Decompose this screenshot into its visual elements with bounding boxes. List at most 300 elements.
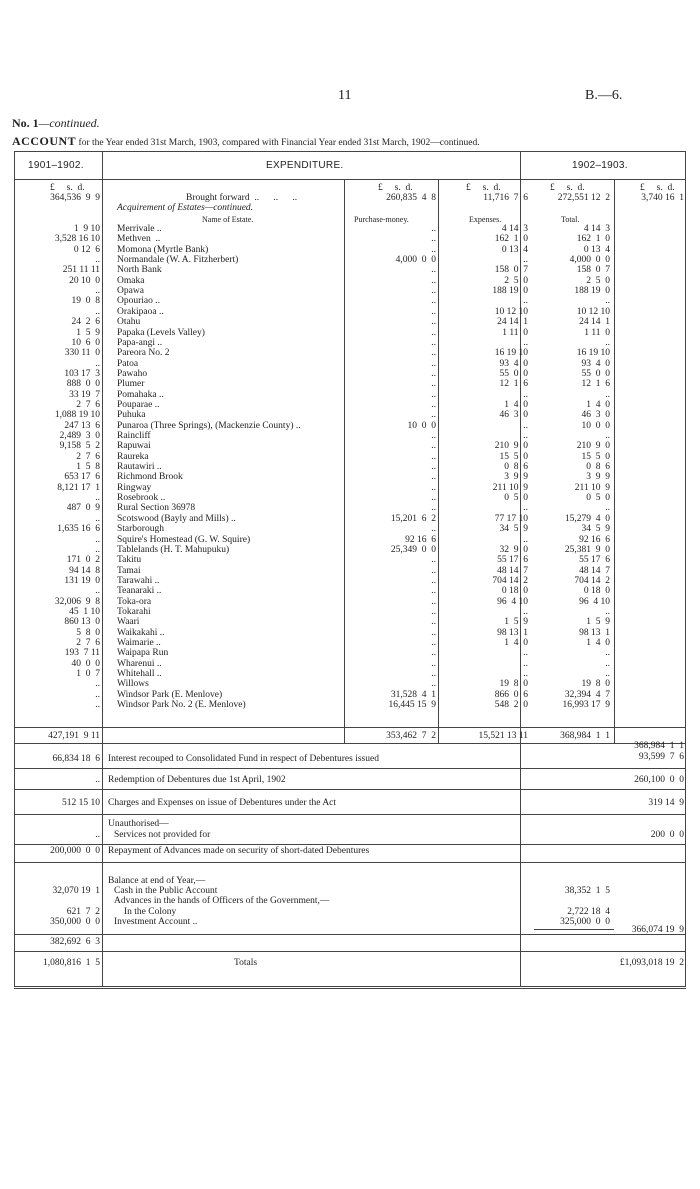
estate-expenses: ..: [523, 420, 528, 431]
estate-purchase-money: ..: [431, 482, 436, 493]
balance-sum-rule: [534, 929, 614, 930]
estate-prev: ..: [95, 586, 100, 597]
charges-last: 319 14 9: [648, 798, 684, 808]
estate-expenses: ..: [523, 389, 528, 400]
invest-tot: 325,000 0 0: [560, 917, 610, 927]
estate-name: Toka-ora: [117, 596, 152, 607]
estate-row: [14, 296, 686, 307]
currency-head-tot: £ s. d.: [550, 183, 585, 193]
estate-name: Whitehall ..: [117, 669, 162, 680]
estate-row: [14, 566, 686, 577]
repayment-prev: 200,000 0 0: [50, 846, 100, 856]
estate-purchase-money: ..: [431, 399, 436, 410]
estate-prev: 5 8 0: [76, 627, 100, 638]
estate-row: [14, 700, 686, 711]
advances-label: Advances in the hands of Officers of the Government,—: [114, 896, 330, 906]
estate-expenses: 1 4 0: [504, 399, 528, 410]
estate-prev: 10 6 0: [71, 337, 100, 348]
estate-row: [14, 400, 686, 411]
estate-total: ..: [605, 669, 610, 680]
estate-row: [14, 234, 686, 245]
balance-last: 366,074 19 9: [631, 925, 684, 935]
invest-label: Investment Account ..: [114, 917, 198, 927]
estate-name: Starborough: [117, 524, 164, 535]
estate-expenses: 158 0 7: [494, 265, 528, 276]
estate-prev: ..: [95, 358, 100, 369]
estate-prev: 1 0 7: [76, 669, 100, 680]
estate-prev: 19 0 8: [71, 296, 100, 307]
estate-name: Willows: [117, 679, 149, 690]
estate-purchase-money: 25,349 0 0: [390, 544, 436, 555]
estate-purchase-money: ..: [431, 617, 436, 628]
estate-total: 0 5 0: [586, 493, 610, 504]
header-rule: [14, 179, 686, 180]
totals-prev: 1,080,816 1 5: [43, 958, 100, 968]
estate-prev: 247 13 6: [64, 420, 100, 431]
estate-purchase-money: ..: [431, 348, 436, 359]
estate-name: Waari: [117, 617, 140, 628]
estate-purchase-money: ..: [431, 679, 436, 690]
estate-total: 16 19 10: [576, 348, 610, 359]
estate-prev: 33 19 7: [69, 389, 100, 400]
interest-last: 93,599 7 6: [638, 752, 684, 762]
estate-total: 24 14 1: [579, 317, 610, 328]
currency-head-pm: £ s. d.: [378, 183, 413, 193]
subtotal-last: 368,984 1 1: [634, 741, 684, 751]
estate-purchase-money: ..: [431, 606, 436, 617]
estate-purchase-money: 10 0 0: [407, 420, 436, 431]
estate-name: Patoa: [117, 358, 139, 369]
estate-prev: 330 11 0: [64, 348, 100, 359]
estate-name: Opawa: [117, 286, 144, 297]
estate-row: [14, 441, 686, 452]
subhead-ex: Expenses.: [469, 215, 502, 224]
estate-total: ..: [605, 389, 610, 400]
estate-total: 19 8 0: [581, 679, 610, 690]
estate-expenses: 96 4 10: [497, 596, 528, 607]
estate-row: [14, 224, 686, 235]
estate-row: [14, 472, 686, 483]
estate-row: [14, 617, 686, 628]
estate-purchase-money: ..: [431, 575, 436, 586]
subhead-pm: Purchase-money.: [354, 215, 409, 224]
estate-row: [14, 462, 686, 473]
estate-row: [14, 576, 686, 587]
charges-label: Charges and Expenses on issue of Debentures under the Act: [108, 798, 337, 808]
estate-expenses: ..: [523, 431, 528, 441]
estate-total: ..: [605, 606, 610, 617]
estate-name: Omaka: [117, 275, 145, 286]
estate-name: Teanaraki ..: [117, 586, 162, 597]
estate-expenses: 4 14 3: [501, 224, 528, 234]
estate-total: 15,279 4 0: [564, 513, 610, 524]
estate-purchase-money: ..: [431, 627, 436, 638]
account-title-bold: ACCOUNT: [12, 134, 77, 148]
estate-total: 162 1 0: [576, 234, 610, 245]
estate-prev: ..: [95, 493, 100, 504]
estate-prev: 193 7 11: [64, 648, 100, 659]
subhead-tot: Total.: [561, 215, 580, 224]
balance-rule: [14, 934, 686, 935]
estate-purchase-money: ..: [431, 224, 436, 234]
estate-name: Tablelands (H. T. Mahupuku): [117, 544, 230, 555]
estate-row: [14, 276, 686, 287]
estate-purchase-money: ..: [431, 451, 436, 462]
unauthorised-last: 200 0 0: [650, 830, 684, 840]
currency-head-last: £ s. d.: [640, 183, 675, 193]
estate-expenses: 34 5 9: [499, 524, 528, 535]
estate-expenses: 0 8 6: [504, 462, 528, 473]
bf-prev: 364,536 9 9: [50, 193, 100, 203]
estate-prev: ..: [95, 700, 100, 711]
estate-purchase-money: ..: [431, 658, 436, 669]
estate-prev: ..: [95, 679, 100, 690]
estate-prev: 1 5 8: [76, 462, 100, 473]
estate-name: North Bank: [117, 265, 162, 276]
estate-name: Waimarie ..: [117, 638, 161, 648]
estate-purchase-money: ..: [431, 368, 436, 379]
estate-row: [14, 255, 686, 266]
estate-row: [14, 659, 686, 670]
top-rule: [14, 151, 686, 152]
estate-row: [14, 648, 686, 659]
estate-name: Plumer: [117, 379, 145, 390]
estate-total: ..: [605, 503, 610, 514]
estate-expenses: ..: [523, 658, 528, 669]
estate-row: [14, 317, 686, 328]
estate-name: Raincliff: [117, 431, 151, 441]
estate-name: Pareora No. 2: [117, 348, 170, 359]
estate-purchase-money: ..: [431, 327, 436, 338]
estate-expenses: ..: [523, 534, 528, 545]
estate-purchase-money: ..: [431, 669, 436, 680]
estate-expenses: ..: [523, 296, 528, 307]
estate-expenses: 77 17 10: [494, 513, 528, 524]
estate-purchase-money: ..: [431, 586, 436, 597]
subtotal-prev: 427,191 9 11: [48, 731, 100, 741]
estate-purchase-money: ..: [431, 296, 436, 307]
estate-total: 25,381 9 0: [564, 544, 610, 555]
estate-name: Windsor Park (E. Menlove): [117, 689, 223, 700]
invest-prev: 350,000 0 0: [50, 917, 100, 927]
estate-expenses: 12 1 6: [499, 379, 528, 390]
estate-total: 0 8 6: [586, 462, 610, 473]
estate-name: Windsor Park No. 2 (E. Menlove): [117, 700, 246, 711]
totals-label: Totals: [234, 958, 258, 968]
estate-row: [14, 545, 686, 556]
estate-prev: ..: [95, 534, 100, 545]
estate-total: 55 17 6: [579, 555, 610, 566]
estate-purchase-money: ..: [431, 524, 436, 535]
estate-expenses: 46 3 0: [499, 410, 528, 421]
estate-name: Puhuka: [117, 410, 146, 421]
estate-name: Normandale (W. A. Fitzherbert): [117, 255, 239, 266]
charges-rule: [14, 814, 686, 815]
estate-total: ..: [605, 337, 610, 348]
estate-expenses: ..: [523, 669, 528, 680]
expenditure-table: [14, 151, 686, 987]
estate-total: 16,993 17 9: [562, 700, 610, 711]
estate-total: 1 4 0: [586, 638, 610, 648]
charges-prev: 512 15 10: [62, 798, 100, 808]
estate-expenses: 55 0 0: [499, 368, 528, 379]
estate-total: 188 19 0: [574, 286, 610, 297]
estate-expenses: 16 19 10: [494, 348, 528, 359]
estate-total: 48 14 7: [579, 565, 610, 576]
estate-expenses: 55 17 6: [497, 555, 528, 566]
estate-name: Tamai: [117, 565, 141, 576]
estate-expenses: ..: [523, 648, 528, 659]
cash-prev: 32,070 19 1: [52, 886, 100, 896]
estate-name: Rapuwai: [117, 441, 151, 452]
estate-expenses: 704 14 2: [492, 575, 528, 586]
estate-purchase-money: ..: [431, 265, 436, 276]
estate-purchase-money: ..: [431, 565, 436, 576]
estate-row: [14, 586, 686, 597]
estate-total: 1 11 0: [584, 327, 610, 338]
estate-expenses: 19 8 0: [499, 679, 528, 690]
estate-row: [14, 452, 686, 463]
estate-purchase-money: ..: [431, 472, 436, 483]
estate-prev: 45 1 10: [69, 606, 100, 617]
estate-name: Rural Section 36978: [117, 503, 196, 514]
estate-purchase-money: 31,528 4 1: [390, 689, 436, 700]
estate-prev: ..: [95, 255, 100, 266]
estate-prev: 103 17 3: [64, 368, 100, 379]
estate-purchase-money: ..: [431, 596, 436, 607]
estate-expenses: 15 5 0: [499, 451, 528, 462]
estate-purchase-money: 16,445 15 9: [388, 700, 436, 711]
estate-purchase-money: ..: [431, 234, 436, 245]
estate-expenses: 48 14 7: [497, 565, 528, 576]
estate-purchase-money: ..: [431, 648, 436, 659]
estate-name: Pomahaka ..: [117, 389, 164, 400]
cash-tot: 38,352 1 5: [564, 886, 610, 896]
estate-purchase-money: ..: [431, 337, 436, 348]
estate-purchase-money: ..: [431, 410, 436, 421]
estate-name: Tokarahi: [117, 606, 151, 617]
col-head-1901: 1901–1902.: [28, 160, 84, 171]
estate-total: ..: [605, 296, 610, 307]
estate-total: 32,394 4 7: [564, 689, 610, 700]
table-number-suffix: —continued.: [38, 116, 100, 130]
estate-prev: 1 5 9: [76, 327, 100, 338]
repayment-label: Repayment of Advances made on security of short-dated Debentures: [108, 846, 370, 856]
estate-purchase-money: ..: [431, 389, 436, 400]
estate-expenses: 2 5 0: [504, 275, 528, 286]
estate-expenses: 98 13 1: [497, 627, 528, 638]
estate-prev: 40 0 0: [71, 658, 100, 669]
repayment-rule: [14, 862, 686, 863]
estate-prev: 2 7 6: [76, 638, 100, 648]
estate-prev: 20 10 0: [69, 275, 100, 286]
estate-total: ..: [605, 658, 610, 669]
balance-label: Balance at end of Year,—: [108, 876, 206, 886]
estate-expenses: 24 14 1: [497, 317, 528, 328]
estate-total: 93 4 0: [581, 358, 610, 369]
estate-purchase-money: ..: [431, 462, 436, 473]
estate-purchase-money: ..: [431, 638, 436, 648]
estate-purchase-money: ..: [431, 493, 436, 504]
estate-purchase-money: ..: [431, 306, 436, 317]
estate-expenses: 1 4 0: [504, 638, 528, 648]
estate-name: Squire's Homestead (G. W. Squire): [117, 534, 251, 545]
estate-row: [14, 390, 686, 401]
estate-prev: 2 7 6: [76, 451, 100, 462]
estate-prev: 860 13 0: [64, 617, 100, 628]
estate-row: [14, 431, 686, 442]
bf-tot: 272,551 12 2: [557, 193, 610, 203]
estate-expenses: 10 12 10: [494, 306, 528, 317]
interest-rule: [14, 768, 686, 769]
estate-expenses: ..: [523, 337, 528, 348]
estate-expenses: 1 5 9: [504, 617, 528, 628]
estate-name: Papa-angi ..: [117, 337, 163, 348]
estate-prev: 487 0 9: [66, 503, 100, 514]
balance-prev-total: 382,692 6 3: [50, 937, 100, 947]
estate-row: [14, 379, 686, 390]
estate-name: Rosebrook ..: [117, 493, 166, 504]
currency-head-ex: £ s. d.: [466, 183, 501, 193]
estate-name: Richmond Brook: [117, 472, 183, 483]
estate-expenses: 93 4 0: [499, 358, 528, 369]
estate-prev: ..: [95, 306, 100, 317]
account-title-rest: for the Year ended 31st March, 1903, compared with Financial Year ended 31st March, 1902—continued.: [76, 138, 480, 148]
estate-purchase-money: ..: [431, 431, 436, 441]
estate-row: [14, 679, 686, 690]
pre-totals-rule: [14, 951, 686, 952]
estate-name: Waipapa Run: [117, 648, 169, 659]
estate-total: 92 16 6: [579, 534, 610, 545]
estate-name: Raureka: [117, 451, 149, 462]
unauthorised-prev: ..: [95, 830, 100, 840]
subtotal-rule: [14, 727, 686, 728]
estate-row: [14, 265, 686, 276]
estate-expenses: 548 2 0: [494, 700, 528, 711]
subtotal-tot: 368,984 1 1: [560, 731, 610, 741]
estate-row: [14, 286, 686, 297]
estate-expenses: 32 9 0: [499, 544, 528, 555]
estate-prev: 24 2 6: [71, 317, 100, 328]
estate-total: 55 0 0: [581, 368, 610, 379]
colony-label: In the Colony: [124, 907, 177, 917]
table-number: [12, 116, 100, 131]
estate-row: [14, 669, 686, 680]
subtotal-bottom-rule: [14, 743, 686, 744]
interest-prev: 66,834 18 6: [52, 754, 100, 764]
bf-label: Brought forward .. .. ..: [186, 193, 298, 203]
totals-last: £1,093,018 19 2: [619, 958, 684, 968]
estate-name: Merrivale ..: [117, 224, 162, 234]
acquirement-label: Acquirement of Estates—continued.: [117, 203, 254, 213]
estate-total: 210 9 0: [576, 441, 610, 452]
estate-total: 0 18 0: [583, 586, 610, 597]
unauthorised-label: Unauthorised—: [108, 819, 169, 829]
estate-expenses: 0 5 0: [504, 493, 528, 504]
redemption-rule: [14, 789, 686, 790]
estate-prev: 251 11 11: [62, 265, 100, 276]
estate-purchase-money: ..: [431, 275, 436, 286]
col-head-1902: 1902–1903.: [572, 160, 628, 171]
subtotal-ex: 15,521 13 11: [478, 731, 528, 741]
estate-row: [14, 503, 686, 514]
estate-total: 158 0 7: [576, 265, 610, 276]
estate-row: [14, 493, 686, 504]
estate-total: 34 5 9: [581, 524, 610, 535]
estate-total: 0 13 4: [583, 244, 610, 255]
estate-name: Opouriao ..: [117, 296, 161, 307]
bf-pm: 260,835 4 8: [386, 193, 436, 203]
estate-expenses: 211 10 9: [492, 482, 528, 493]
estate-purchase-money: ..: [431, 441, 436, 452]
estate-purchase-money: ..: [431, 317, 436, 328]
estate-prev: 1 9 10: [73, 224, 100, 234]
estate-prev: 2,489 3 0: [59, 431, 100, 441]
estate-total: 10 12 10: [576, 306, 610, 317]
estate-purchase-money: 15,201 6 2: [390, 513, 436, 524]
estate-total: 211 10 9: [574, 482, 610, 493]
estate-purchase-money: ..: [431, 379, 436, 390]
account-title: [12, 134, 480, 149]
estate-prev: ..: [95, 513, 100, 524]
estate-prev: 1,635 16 6: [57, 524, 100, 535]
estate-total: 4,000 0 0: [569, 255, 610, 266]
estate-total: 1 4 0: [586, 399, 610, 410]
estate-row: [14, 535, 686, 546]
estate-name: Ringway: [117, 482, 152, 493]
estate-total: 12 1 6: [581, 379, 610, 390]
subhead-name: Name of Estate.: [202, 215, 254, 224]
col-head-expenditure: EXPENDITURE.: [266, 160, 344, 171]
estate-purchase-money: ..: [431, 503, 436, 514]
estate-name: Orakipaoa ..: [117, 306, 164, 317]
bf-ex: 11,716 7 6: [483, 193, 528, 203]
table-number-label: No. 1: [12, 116, 39, 130]
estate-total: 96 4 10: [579, 596, 610, 607]
estate-expenses: ..: [523, 503, 528, 514]
estate-row: [14, 690, 686, 701]
estate-name: Punaroa (Three Springs), (Mackenzie County) ..: [117, 420, 301, 431]
estate-row: [14, 597, 686, 608]
estate-row: [14, 328, 686, 339]
estate-prev: 1,088 19 10: [54, 410, 100, 421]
estate-row: [14, 348, 686, 359]
estate-row: [14, 638, 686, 649]
estate-total: ..: [605, 431, 610, 441]
cash-label: Cash in the Public Account: [114, 886, 218, 896]
estate-expenses: 188 19 0: [492, 286, 528, 297]
estate-name: Wharenui ..: [117, 658, 162, 669]
estate-total: 98 13 1: [579, 627, 610, 638]
redemption-label: Redemption of Debentures due 1st April, 1902: [108, 775, 286, 785]
estate-row: [14, 524, 686, 535]
estate-expenses: ..: [523, 255, 528, 266]
estate-total: 704 14 2: [574, 575, 610, 586]
unauthorised-sub: Services not provided for: [114, 830, 211, 840]
estate-total: 2 5 0: [586, 275, 610, 286]
estate-total: 1 5 9: [586, 617, 610, 628]
estate-row: [14, 421, 686, 432]
estate-row: [14, 338, 686, 349]
estate-purchase-money: 4,000 0 0: [395, 255, 436, 266]
estate-prev: 94 14 8: [69, 565, 100, 576]
estate-expenses: 162 1 0: [494, 234, 528, 245]
estate-name: Momona (Myrtle Bank): [117, 244, 209, 255]
estate-expenses: 210 9 0: [494, 441, 528, 452]
estate-name: Tarawahi ..: [117, 575, 160, 586]
estate-purchase-money: ..: [431, 244, 436, 255]
subtotal-pm: 353,462 7 2: [386, 731, 436, 741]
